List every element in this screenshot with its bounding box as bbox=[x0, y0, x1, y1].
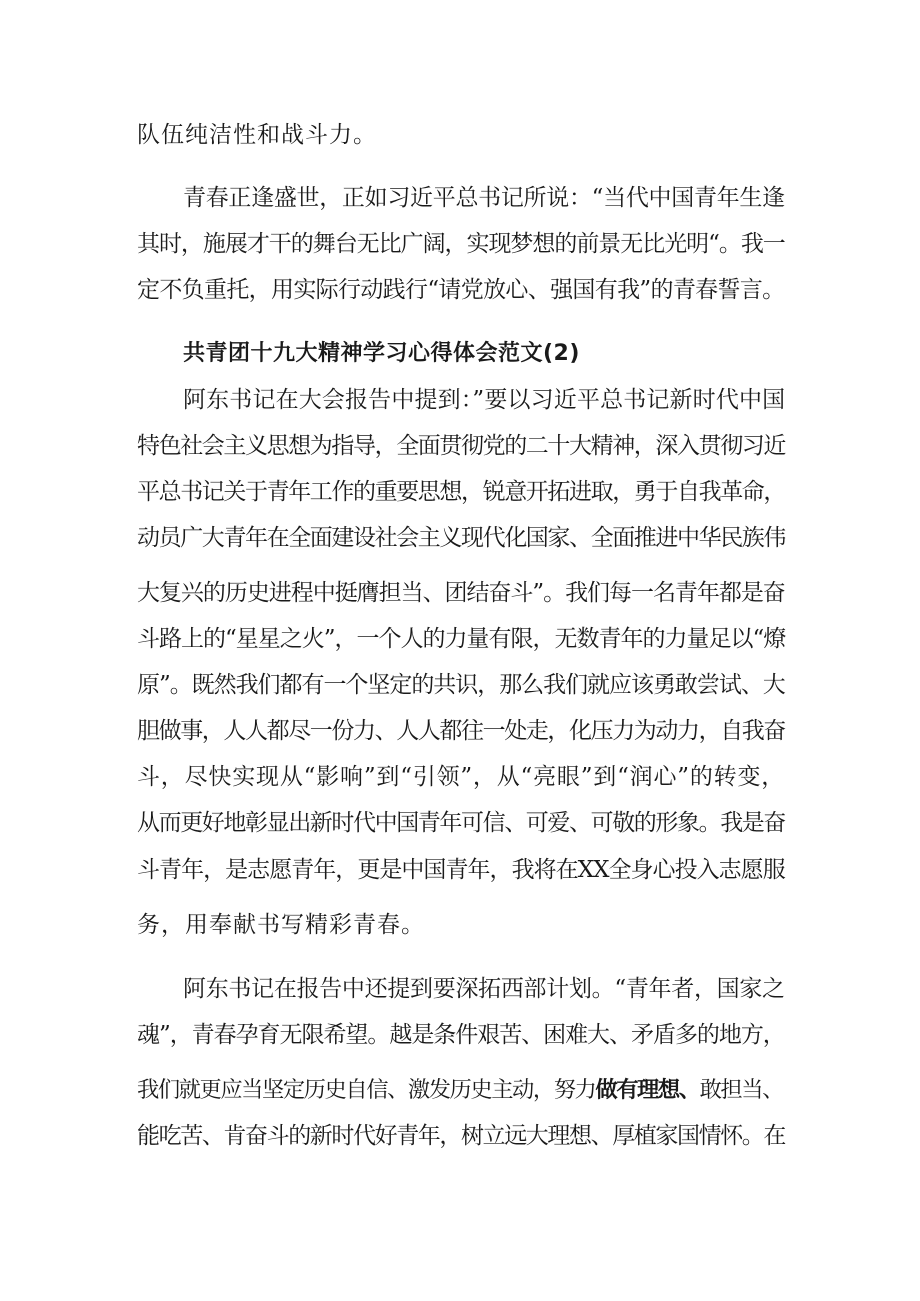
paragraph-3-line-3: 平总书记关于青年工作的重要思想，锐意开拓进取，勇于自我革命， bbox=[137, 479, 786, 505]
paragraph-4-line-3-bold: 做有理想、 bbox=[595, 1077, 700, 1103]
paragraph-4-line-4: 能吃苦、肯奋斗的新时代好青年，树立远大理想、厚植家国情怀。在 bbox=[137, 1123, 786, 1149]
paragraph-3-line-8: 胆做事，人人都尽一份力、人人都往一处走，化压力为动力，自我奋 bbox=[137, 718, 786, 744]
paragraph-2-line-2: 其时，施展才干的舞台无比广阔，实现梦想的前景无比光明“。我一 bbox=[137, 231, 785, 257]
paragraph-4-line-2: 魂”，青春孕育无限希望。越是条件艰苦、困难大、矛盾多的地方， bbox=[137, 1022, 785, 1048]
paragraph-4-line-3-suffix: 敢担当、 bbox=[699, 1077, 783, 1103]
paragraph-3-line-5: 大复兴的历史进程中挺膺担当、团结奋斗”。我们每一名青年都是奋 bbox=[137, 580, 785, 606]
paragraph-3-line-11: 斗青年，是志愿青年，更是中国青年，我将在XX全身心投入志愿服 bbox=[137, 857, 785, 883]
paragraph-1-line-1: 队伍纯洁性和战斗力。 bbox=[137, 122, 377, 148]
paragraph-2-line-1: 青春正逢盛世，正如习近平总书记所说：“当代中国青年生逢 bbox=[183, 185, 785, 211]
paragraph-3-line-10: 从而更好地彰显出新时代中国青年可信、可爱、可敬的形象。我是奋 bbox=[137, 810, 786, 836]
paragraph-3-line-2: 特色社会主义思想为指导，全面贯彻党的二十大精神，深入贯彻习近 bbox=[137, 433, 786, 459]
paragraph-2-line-3: 定不负重托，用实际行动践行“请党放心、强国有我”的青春誓言。 bbox=[137, 277, 785, 303]
paragraph-4-line-1: 阿东书记在报告中还提到要深拓西部计划。“青年者，国家之 bbox=[183, 976, 785, 1002]
paragraph-3-line-1: 阿东书记在大会报告中提到：”要以习近平总书记新时代中国 bbox=[183, 387, 786, 413]
paragraph-3-line-6: 斗路上的“星星之火”，一个人的力量有限，无数青年的力量足以“燎 bbox=[137, 626, 786, 652]
paragraph-3-line-12: 务，用奉献书写精彩青春。 bbox=[137, 912, 425, 938]
section-heading: 共青团十九大精神学习心得体会范文(2) bbox=[183, 341, 580, 366]
paragraph-4-line-3 bbox=[137, 1075, 783, 1105]
paragraph-4-line-3-prefix: 我们就更应当坚定历史自信、激发历史主动，努力 bbox=[137, 1077, 596, 1103]
paragraph-3-line-9: 斗，尽快实现从“影响”到“引领”，从“亮眼”到“润心”的转变， bbox=[137, 764, 786, 790]
paragraph-3-line-7: 原”。既然我们都有一个坚定的共识，那么我们就应该勇敢尝试、大 bbox=[137, 672, 785, 698]
paragraph-3-line-4: 动员广大青年在全面建设社会主义现代化国家、全面推进中华民族伟 bbox=[137, 525, 786, 551]
